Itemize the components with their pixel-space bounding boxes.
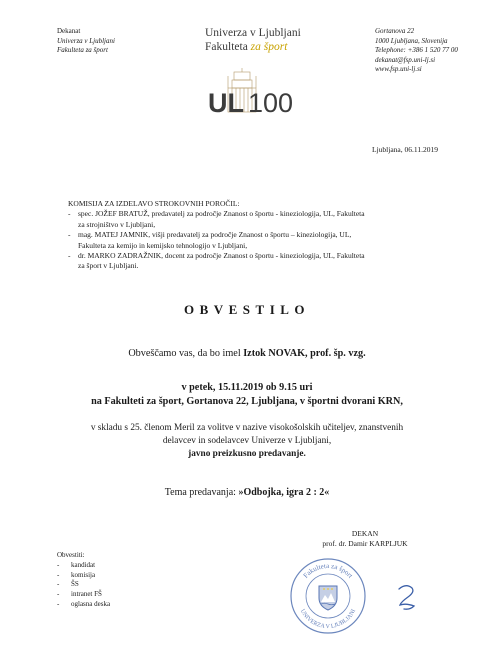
commission-section	[68, 199, 428, 272]
svg-text:100: 100	[248, 88, 294, 118]
list-dash: -	[57, 590, 60, 599]
notify-item-label: oglasna deska	[71, 599, 111, 608]
faculty-name	[205, 40, 365, 54]
lecture-topic	[20, 487, 474, 498]
university-name-text: Univerza v Ljubljani	[205, 27, 301, 39]
list-dash: -	[68, 209, 71, 219]
list-dash: -	[57, 560, 60, 569]
legal-basis-line: delavcev in sodelavcev Univerze v Ljubljani,	[162, 436, 332, 446]
commission-member-line: za šport v Ljubljani.	[78, 261, 139, 271]
commission-member	[68, 251, 428, 261]
announcement-datetime-location	[20, 381, 474, 408]
university-name	[205, 26, 365, 40]
contact-email: dekanat@fsp.uni-lj.si	[375, 55, 436, 64]
ul100-logo	[208, 68, 294, 126]
contact-phone: Telephone: +386 1 520 77 00	[375, 46, 458, 54]
list-dash: -	[68, 251, 71, 261]
commission-heading: KOMISIJA ZA IZDELAVO STROKOVNIH POROČIL:	[68, 199, 240, 208]
contact-address: Gortanova 22	[375, 27, 415, 35]
stamp-seal-icon	[288, 556, 368, 636]
ul100-building-logo-icon	[208, 68, 294, 126]
notify-item-label: kandidat	[71, 560, 96, 569]
lecture-type: javno preizkusno predavanje.	[188, 449, 306, 459]
notify-item	[57, 571, 110, 581]
commission-member	[68, 230, 428, 240]
list-dash: -	[57, 580, 60, 589]
signatory-name: prof. dr. Damir KARPLJUK	[322, 539, 408, 548]
topic-label: Tema predavanja:	[164, 487, 239, 498]
contact-city: 1000 Ljubljana, Slovenija	[375, 36, 448, 45]
announcement-intro	[20, 348, 474, 359]
list-dash: -	[57, 570, 60, 579]
header-left-line: Dekanat	[57, 27, 81, 35]
official-stamp	[288, 556, 368, 636]
notify-item-label: ŠS	[71, 580, 79, 589]
list-dash: -	[68, 230, 71, 240]
signatory-role: DEKAN	[351, 529, 379, 538]
document-date: Ljubljana, 06.11.2019	[372, 145, 438, 154]
commission-member-line: Fakulteta za kemijo in kemijsko tehnologijo v Ljubljani,	[78, 240, 248, 250]
document-title: OBVESTILO	[183, 302, 311, 317]
candidate-name: Iztok NOVAK, prof. šp. vzg.	[243, 348, 366, 359]
commission-member-line: spec. JOŽEF BRATUŽ, predavatelj za področje Znanost o športu - kineziologija, UL, Fakulteta	[78, 209, 365, 219]
notify-heading: Obvestiti:	[57, 551, 85, 559]
list-dash: -	[57, 599, 60, 608]
notify-item	[57, 561, 110, 571]
svg-text:UL: UL	[208, 88, 244, 118]
header-left-line: Fakulteta za šport	[57, 46, 108, 54]
header-institution	[205, 26, 365, 54]
svg-text:Fakulteta za šport: Fakulteta za šport	[301, 561, 355, 580]
notify-item-label: komisija	[71, 570, 96, 579]
commission-member	[68, 209, 428, 219]
intro-text: Obveščamo vas, da bo imel	[128, 348, 244, 359]
signature-block	[300, 529, 430, 549]
notify-item-label: intranet FŠ	[71, 590, 102, 599]
commission-member-line: za strojništvo v Ljubljani,	[78, 219, 156, 229]
notify-list	[57, 551, 110, 610]
header-left-line: Univerza v Ljubljani	[57, 36, 115, 45]
legal-basis-line: v skladu s 25. členom Meril za volitve v nazive visokošolskih učiteljev, znanstvenih	[90, 423, 404, 433]
commission-member-line: mag. MATEJ JAMNIK, višji predavatelj za področje Znanost o športu – kineziologija, UL,	[78, 230, 352, 240]
contact-website: www.fsp.uni-lj.si	[375, 65, 422, 73]
topic-value: »Odbojka, igra 2 : 2«	[238, 487, 330, 498]
announcement-legal-basis	[20, 422, 474, 461]
commission-member-line: dr. MARKO ZADRAŽNIK, docent za področje Znanost o športu - kineziologija, UL, Fakulteta	[78, 251, 365, 261]
header-contact-block	[375, 27, 458, 75]
notify-item	[57, 580, 110, 590]
faculty-name-accent: za šport	[250, 41, 288, 53]
signature-scribble-icon	[396, 583, 418, 613]
header-left-block	[57, 27, 115, 56]
notify-item	[57, 590, 110, 600]
svg-text:UNIVERZA V LJUBLJANI: UNIVERZA V LJUBLJANI	[298, 608, 358, 631]
handwritten-signature	[396, 583, 418, 613]
event-datetime: v petek, 15.11.2019 ob 9.15 uri	[181, 382, 313, 393]
faculty-name-prefix: Fakulteta	[205, 41, 251, 53]
notify-item	[57, 600, 110, 610]
event-location: na Fakulteti za šport, Gortanova 22, Ljubljana, v športni dvorani KRN,	[91, 395, 403, 407]
